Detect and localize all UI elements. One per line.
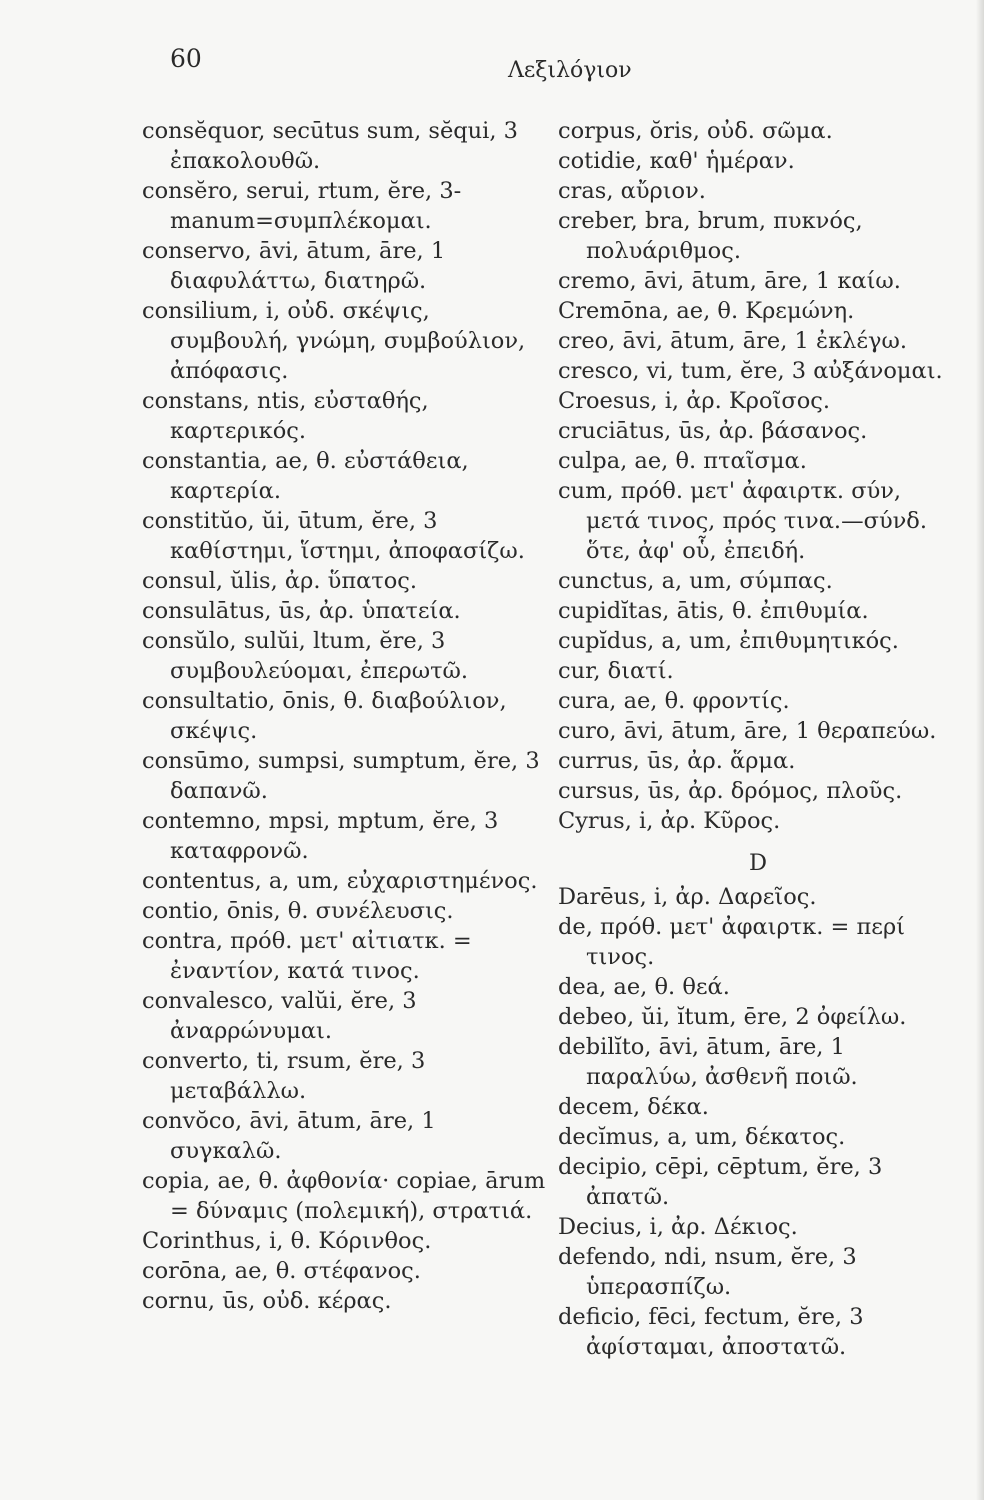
- page-number: 60: [170, 44, 202, 73]
- entry: creo, āvi, ātum, āre, 1 ἐκλέγω.: [558, 328, 907, 354]
- entry: consŭlo, sulŭi, ltum, ĕre, 3 συμβουλεύομαι, ἐπερωτῶ.: [142, 628, 469, 684]
- entry: contra, πρόθ. μετ' αἰτιατκ. = ἐναντίον, κατά τινος.: [142, 928, 479, 984]
- entry: Cyrus, i, ἀρ. Κῦρος.: [558, 808, 781, 834]
- entry: cura, ae, θ. φροντίς.: [558, 688, 790, 714]
- entry: convalesco, valŭi, ĕre, 3 ἀναρρώνυμαι.: [142, 988, 424, 1044]
- entry: decipio, cēpi, cēptum, ĕre, 3 ἀπατῶ.: [558, 1154, 890, 1210]
- entry: deficio, fēci, fectum, ĕre, 3 ἀφίσταμαι, ἀποστατῶ.: [558, 1304, 871, 1360]
- entry: consul, ŭlis, ἀρ. ὕπατος.: [142, 568, 418, 594]
- entry: cum, πρόθ. μετ' ἀφαιρτκ. σύν, μετά τινος, πρός τινα.—σύνδ. ὅτε, ἀφ' οὗ, ἐπειδή.: [558, 478, 935, 564]
- entry: cotidie, καθ' ἡμέραν.: [558, 148, 795, 174]
- right-column: [558, 116, 958, 1362]
- entry: constantia, ae, θ. εὐστάθεια, καρτερία.: [142, 448, 476, 504]
- entry: convŏco, āvi, ātum, āre, 1 συγκαλῶ.: [142, 1108, 443, 1164]
- left-column: [142, 116, 552, 1316]
- entry: consulātus, ūs, ἀρ. ὑπατεία.: [142, 598, 461, 624]
- entry: debeo, ŭi, ĭtum, ēre, 2 ὀφείλω.: [558, 1004, 907, 1030]
- entry: contio, ōnis, θ. συνέλευσις.: [142, 898, 454, 924]
- entry: contentus, a, um, εὐχαριστημένος.: [142, 868, 538, 894]
- entry: consĕquor, secūtus sum, sĕqui, 3 ἐπακολουθῶ.: [142, 118, 526, 174]
- entry: decĭmus, a, um, δέκατος.: [558, 1124, 846, 1150]
- page-edge-shadow: [976, 0, 984, 1500]
- entry: converto, ti, rsum, ĕre, 3 μεταβάλλω.: [142, 1048, 433, 1104]
- entry: defendo, ndi, nsum, ĕre, 3 ὑπερασπίζω.: [558, 1244, 864, 1300]
- entry: contemno, mpsi, mptum, ĕre, 3 καταφρονῶ.: [142, 808, 506, 864]
- entry: cruciātus, ūs, ἀρ. βάσανος.: [558, 418, 868, 444]
- entry: constans, ntis, εὐσταθής, καρτερικός.: [142, 388, 436, 444]
- entry: cupidĭtas, ātis, θ. ἐπιθυμία.: [558, 598, 869, 624]
- page-title: Λεξιλόγιον: [508, 58, 632, 83]
- entry: cur, διατί.: [558, 658, 674, 684]
- entry: debilĭto, āvi, ātum, āre, 1 παραλύω, ἀσθενῆ ποιῶ.: [558, 1034, 858, 1090]
- entry: cresco, vi, tum, ĕre, 3 αὐξάνομαι.: [558, 358, 943, 384]
- entry: cremo, āvi, ātum, āre, 1 καίω.: [558, 268, 901, 294]
- entry: creber, bra, brum, πυκνός, πολυάριθμος.: [558, 208, 870, 264]
- entry: Decius, i, ἀρ. Δέκιος.: [558, 1214, 798, 1240]
- entry: constitŭo, ŭi, ūtum, ĕre, 3 καθίστημι, ἵστημι, ἀποφασίζω.: [142, 508, 525, 564]
- entry: consĕro, serui, rtum, ĕre, 3-manum=συμπλέκομαι.: [142, 178, 462, 234]
- entry: culpa, ae, θ. πταῖσμα.: [558, 448, 807, 474]
- entry: corpus, ŏris, οὐδ. σῶμα.: [558, 118, 833, 144]
- entry: corōna, ae, θ. στέφανος.: [142, 1258, 421, 1284]
- entry: cunctus, a, um, σύμπας.: [558, 568, 833, 594]
- entry: cras, αὔριον.: [558, 178, 706, 204]
- entry: Cremōna, ae, θ. Κρεμώνη.: [558, 298, 855, 324]
- entry: cupĭdus, a, um, ἐπιθυμητικός.: [558, 628, 899, 654]
- entry: dea, ae, θ. θεά.: [558, 974, 730, 1000]
- entry: cursus, ūs, ἀρ. δρόμος, πλοῦς.: [558, 778, 903, 804]
- entry: currus, ūs, ἀρ. ἅρμα.: [558, 748, 796, 774]
- entry: conservo, āvi, ātum, āre, 1 διαφυλάττω, διατηρῶ.: [142, 238, 453, 294]
- entry: curo, āvi, ātum, āre, 1 θεραπεύω.: [558, 718, 937, 744]
- entry: Darēus, i, ἀρ. Δαρεῖος.: [558, 884, 817, 910]
- entry: de, πρόθ. μετ' ἀφαιρτκ. = περί τινος.: [558, 914, 913, 970]
- entry: copia, ae, θ. ἀφθονία· copiae, ārum = δύναμις (πολεμική), στρατιά.: [142, 1168, 553, 1224]
- entry: decem, δέκα.: [558, 1094, 709, 1120]
- entry: consultatio, ōnis, θ. διαβούλιον, σκέψις.: [142, 688, 514, 744]
- entry: cornu, ūs, οὐδ. κέρας.: [142, 1288, 392, 1314]
- entry: Croesus, i, ἀρ. Κροῖσος.: [558, 388, 831, 414]
- entry: Corinthus, i, θ. Κόρινθος.: [142, 1228, 432, 1254]
- section-letter: D: [748, 850, 768, 876]
- entry: consilium, i, οὐδ. σκέψις, συμβουλή, γνώμη, συμβούλιον, ἀπόφασις.: [142, 298, 533, 384]
- entry: consūmo, sumpsi, sumptum, ĕre, 3 δαπανῶ.: [142, 748, 547, 804]
